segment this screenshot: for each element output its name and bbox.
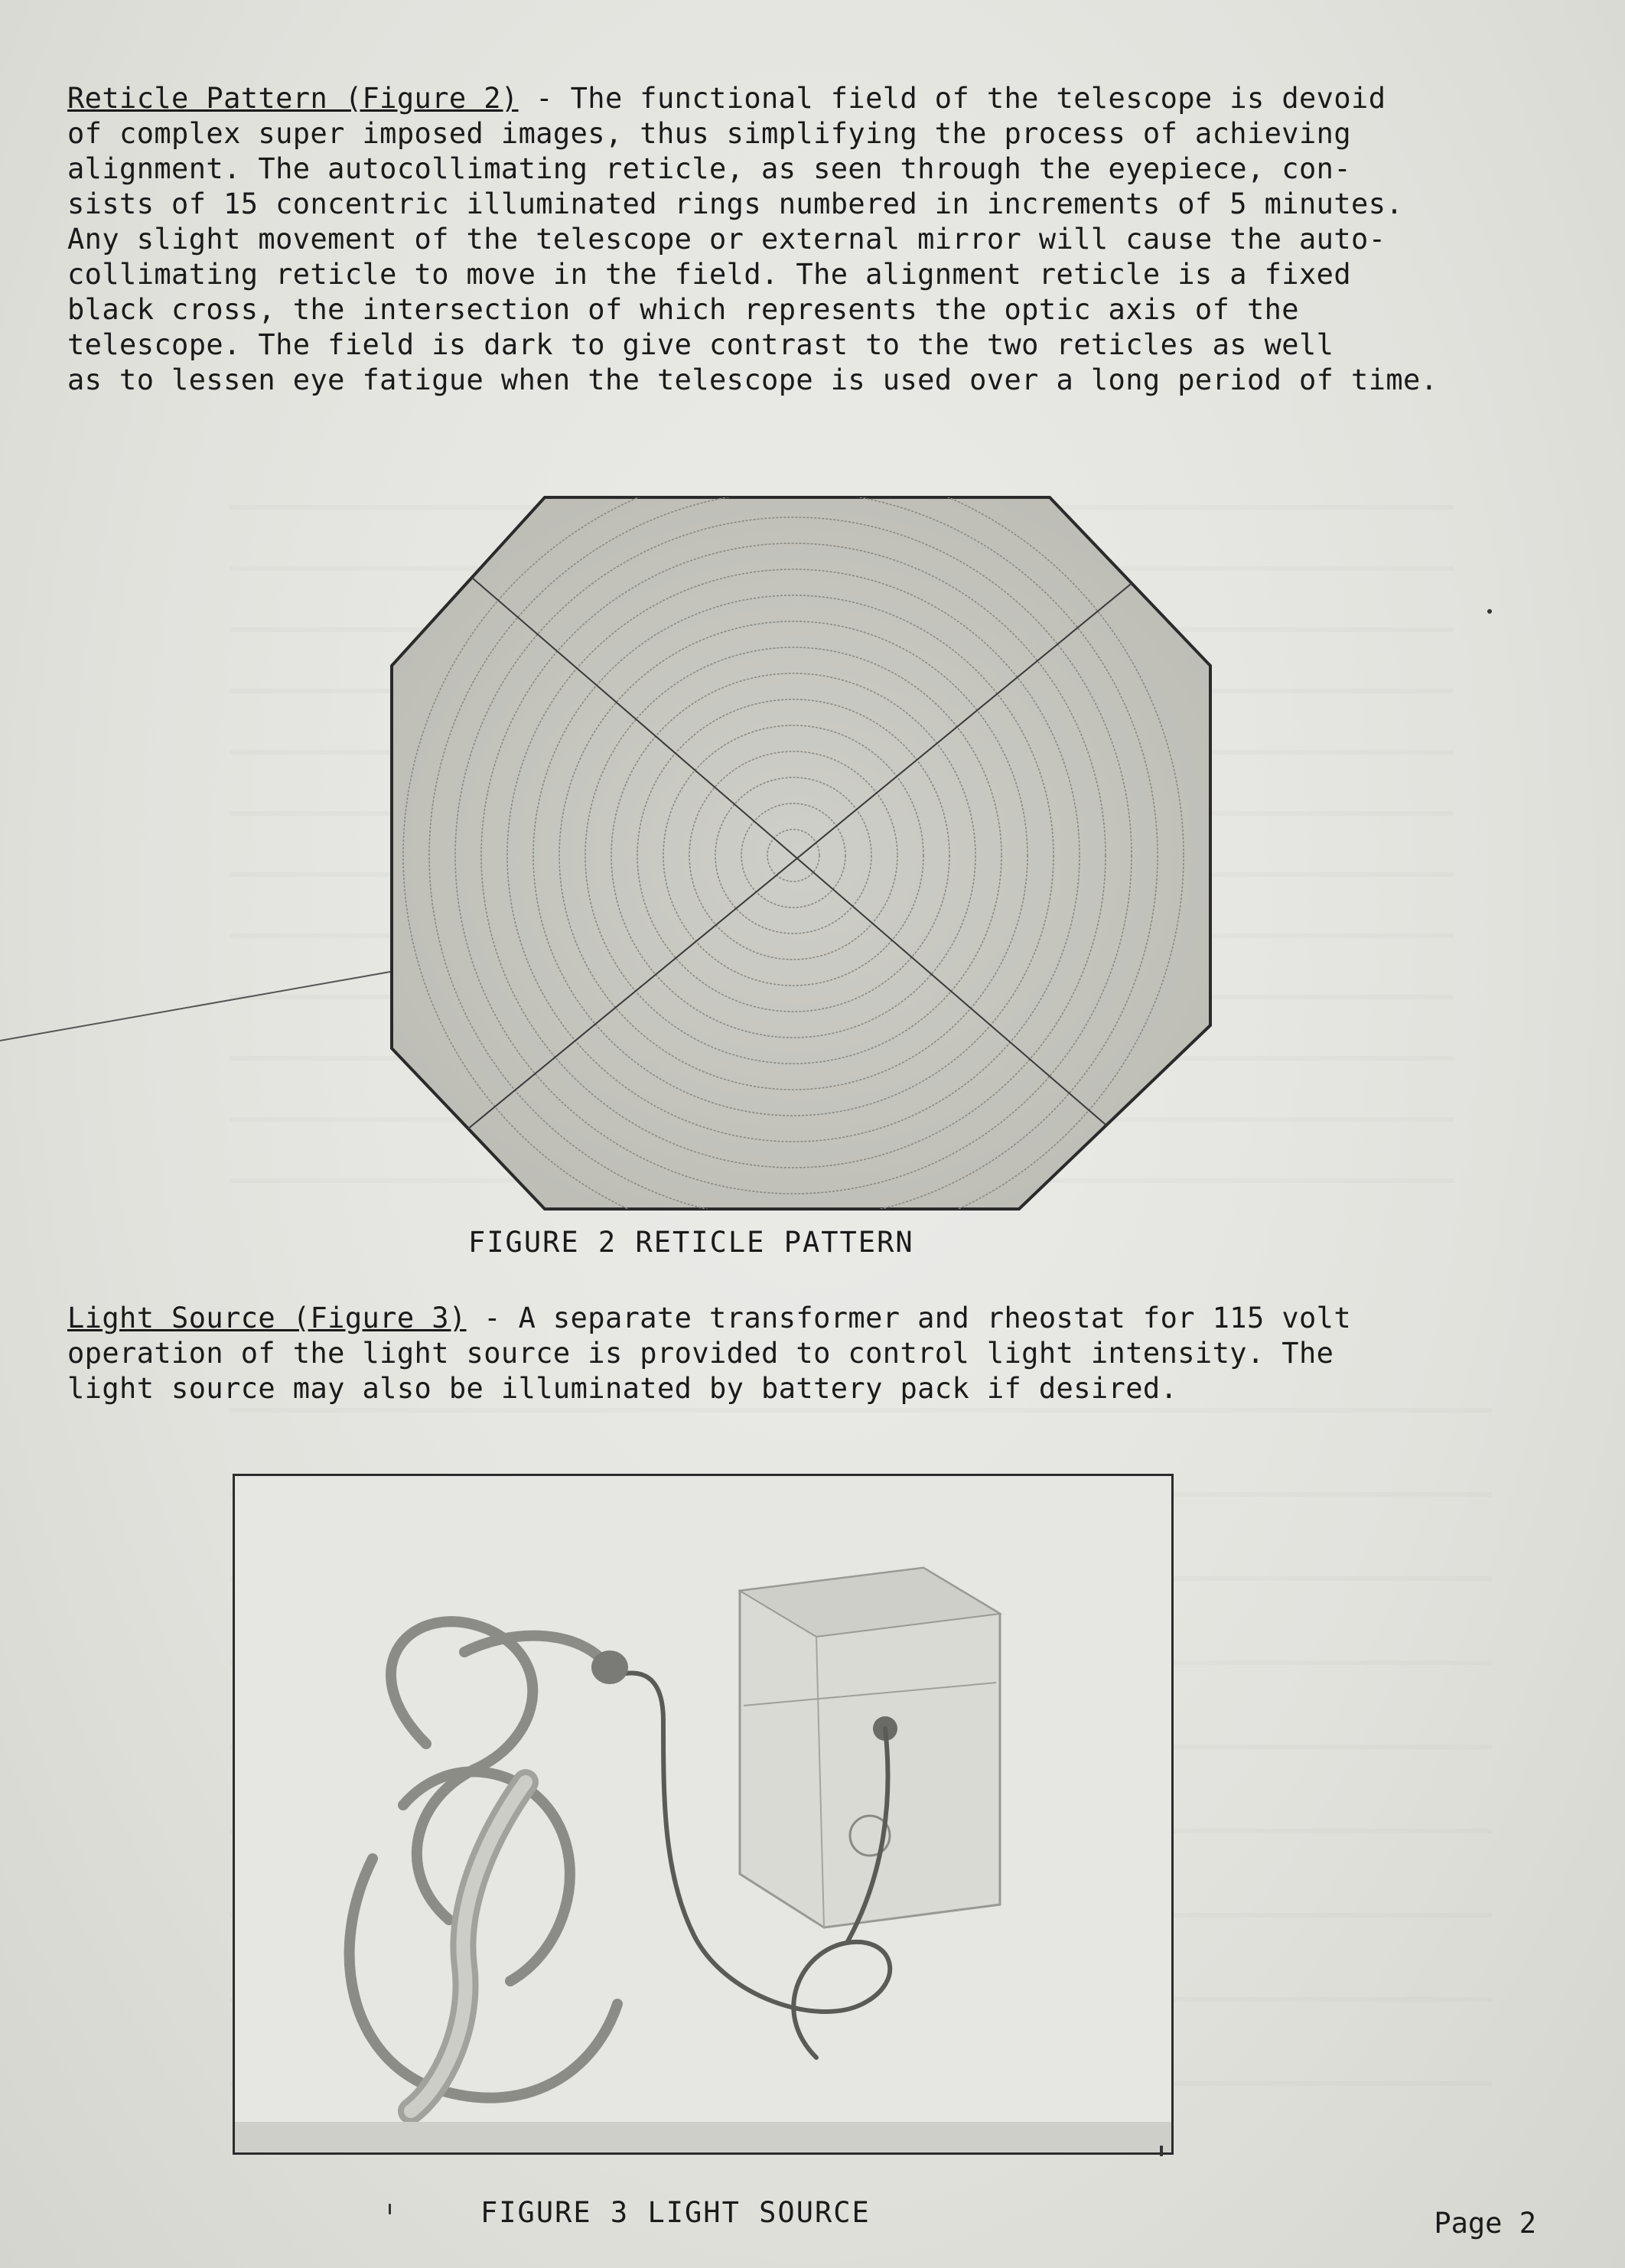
figure-2-caption: FIGURE 2 RETICLE PATTERN [468,1226,914,1259]
reticle-pattern-text: - The functional field of the telescope is devoid of complex super imposed images, thus simplifying the process of achieving alignment. The autocollimating reticle, as seen through the eyepiece, con- sists of 15 concentric illuminated rings numbered in increments of 5 minutes. Any slight movement of the telescope or external mirror will cause the auto- collimating reticle to move in the field. The alignment reticle is a fixed black cross, the intersection of which represents the optic axis of the telescope. The field is dark to give contrast to the two reticles as well as to lessen eye fatigue when the telescope is used over a long period of time. [67,82,1438,396]
light-source-heading: Light Source (Figure 3) [67,1302,467,1334]
reticle-pattern-heading: Reticle Pattern (Figure 2) [67,82,519,115]
light-source-photo [235,1476,1171,2152]
paper-speck [1160,2146,1163,2156]
reticle-field-outline [392,497,1210,1209]
paper-speck [1487,609,1492,614]
light-source-figure [233,1474,1174,2155]
light-source-text: - A separate transformer and rheostat for 115 volt operation of the light source is provided to control light intensity. The light source may also be illuminated by battery pack if desired. [67,1302,1352,1405]
reticle-pattern-paragraph [67,81,1567,398]
light-source-paragraph [67,1301,1567,1406]
transformer-box [740,1568,1000,1927]
paper-speck [389,2204,391,2214]
figure-3-caption: FIGURE 3 LIGHT SOURCE [480,2196,871,2229]
pencil-mark [0,956,398,1048]
page-number: Page 2 [1434,2207,1536,2240]
reticle-pattern-figure [376,490,1249,1224]
